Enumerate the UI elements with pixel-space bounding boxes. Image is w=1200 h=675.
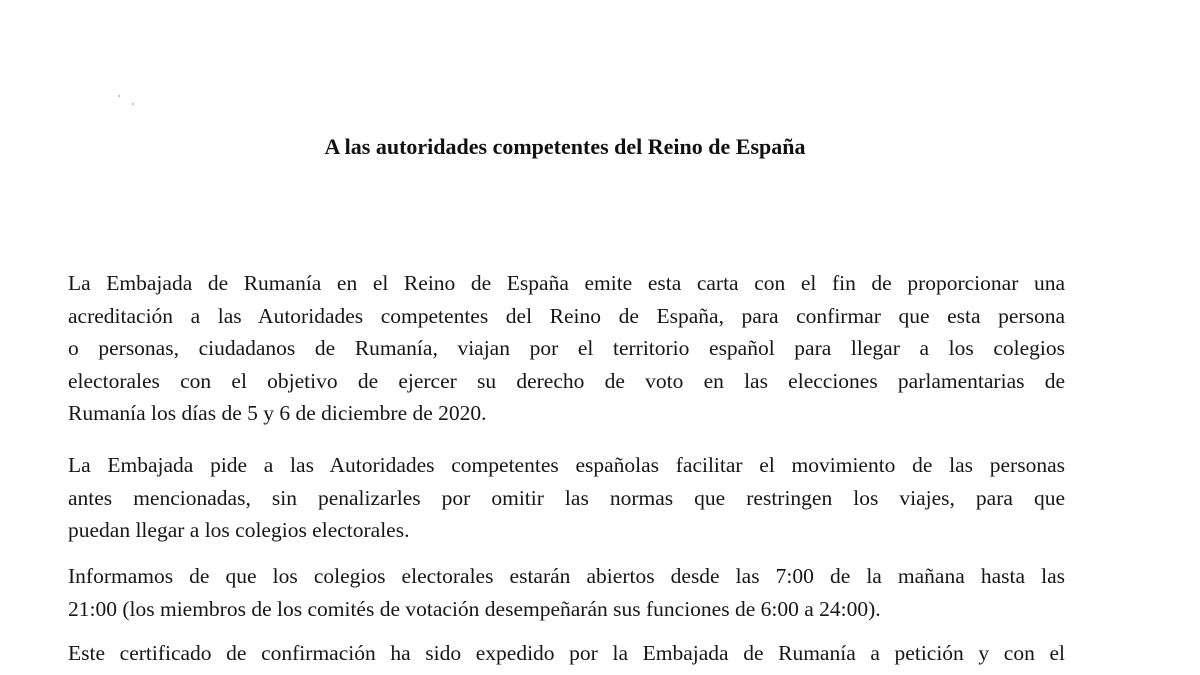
- paragraph-line: electorales con el objetivo de ejercer su derecho de voto en las elecciones parlamentarias de: [68, 368, 1065, 393]
- paragraph-line: o personas, ciudadanos de Rumanía, viajan por el territorio español para llegar a los colegios: [68, 336, 1065, 360]
- letter-heading: A las autoridades competentes del Reino de España: [324, 134, 806, 159]
- paragraph-opening-hours: [68, 560, 1065, 625]
- paragraph-line: acreditación a las Autoridades competentes del Reino de España, para confirmar que esta persona: [68, 303, 1065, 328]
- scan-speck: [132, 103, 134, 105]
- paragraph-request: [68, 449, 1065, 547]
- paragraph-line: Informamos de que los colegios electorales estarán abiertos desde las 7:00 de la mañana hasta las: [68, 564, 1065, 588]
- paragraph-line: puedan llegar a los colegios electorales.: [68, 518, 410, 542]
- paragraph-accreditation: [68, 267, 1065, 430]
- paragraph-line: La Embajada pide a las Autoridades competentes españolas facilitar el movimiento de las personas: [68, 453, 1065, 477]
- paragraph-line: Este certificado de confirmación ha sido expedido por la Embajada de Rumanía a petición y con el: [68, 641, 1065, 665]
- paragraph-line: antes mencionadas, sin penalizarles por omitir las normas que restringen los viajes, para que: [68, 485, 1065, 510]
- scan-speck: [118, 95, 120, 97]
- paragraph-line: 21:00 (los miembros de los comités de votación desempeñarán sus funciones de 6:00 a 24:00).: [68, 596, 881, 621]
- paragraph-certificate: [68, 637, 1065, 670]
- paragraph-line: La Embajada de Rumanía en el Reino de España emite esta carta con el fin de proporcionar una: [68, 271, 1065, 295]
- paragraph-line: Rumanía los días de 5 y 6 de diciembre de 2020.: [68, 401, 487, 425]
